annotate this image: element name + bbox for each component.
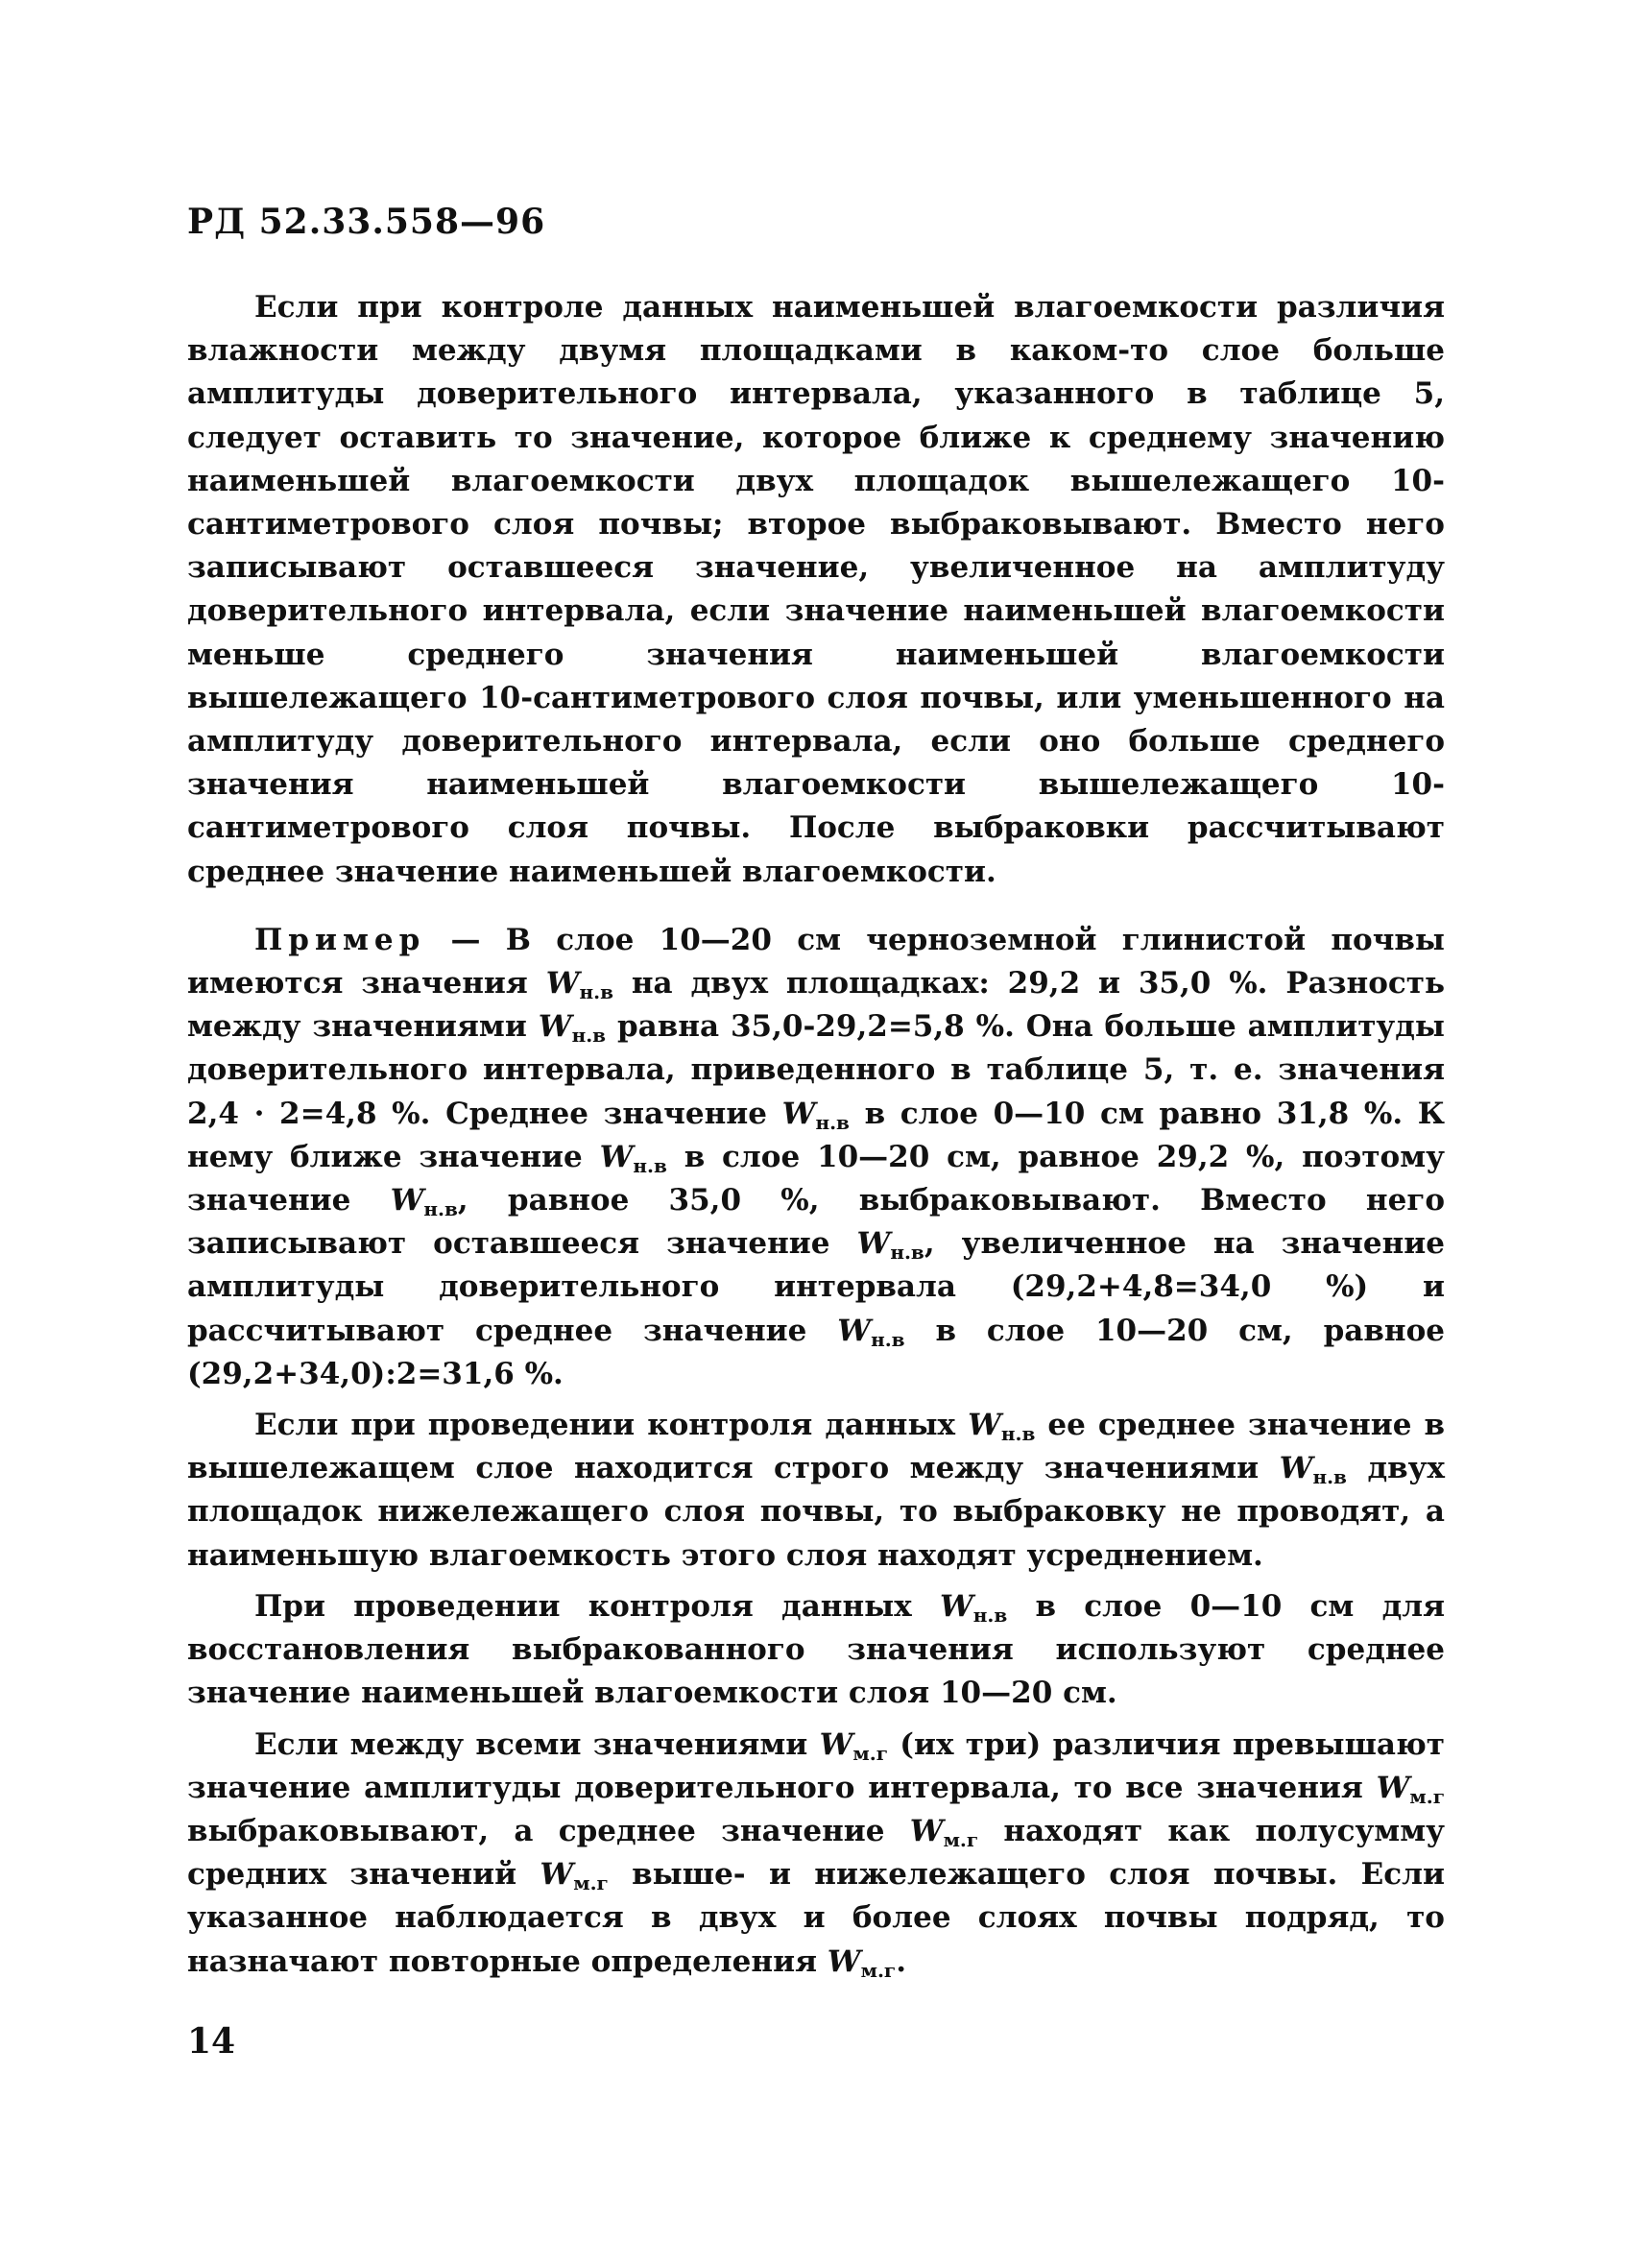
variable-w-nv: $W_{н.в}$	[939, 1588, 1008, 1627]
variable-w-mg: $W_{м.г}$	[909, 1813, 979, 1851]
variable-w-nv: $W_{н.в}$	[545, 966, 614, 1004]
variable-w-mg: $W_{м.г}$	[1376, 1770, 1445, 1808]
variable-w-nv: $W_{н.в}$	[538, 1009, 607, 1048]
example-text: , равное 35,0 %, выбраковывают. Вместо него записывают оставшееся значение	[187, 1183, 1445, 1262]
variable-w-nv: $W_{н.в}$	[1279, 1451, 1347, 1489]
variable-w-mg: $W_{м.г}$	[827, 1943, 897, 1982]
example-text: , увеличенное на значение амплитуды доверительного интервала (29,2+4,8=34,0 %) и рассчитывают среднее значение	[187, 1226, 1445, 1348]
paragraph-all-rejected: Если между всеми значениями $W_{м.г}$ (их три) различия превышают значение амплитуды доверительного интервала, то все значения $W_{м.г}$ выбраковывают, а среднее значение $W_{м.г}$ находят как полусумму средних значений $W_{м.г}$ выше- и нижележащего слоя почвы. Если указанное наблюдается в двух и более слоях почвы подряд, то назначают повторные определения $W_{м.г}$.	[187, 1726, 1445, 1982]
page-number: 14	[187, 2021, 236, 2062]
variable-w-nv: $W_{н.в}$	[781, 1096, 850, 1134]
paragraph-rejection-rule: Если при контроле данных наименьшей влагоемкости различия влажности между двумя площадками в каком-то слое больше амплитуды доверительного интервала, указанного в таблице 5, следует оставить то значение, которое ближе к среднему значению наименьшей влагоемкости двух площадок вышележащего 10-сантиметрового слоя почвы; второе выбраковывают. Вместо него записывают оставшееся значение, увеличенное на амплитуду доверительного интервала, если значение наименьшей влагоемкости меньше среднего значения наименьшей влагоемкости вышележащего 10-сантиметрового слоя почвы, или уменьшенного на амплитуду доверительного интервала, если оно больше среднего значения наименьшей влагоемкости вышележащего 10-сантиметрового слоя почвы. После выбраковки рассчитывают среднее значение наименьшей влагоемкости.	[187, 290, 1445, 889]
example-text: в слое 10—20 см, равное 29,2 %, поэтому значение	[187, 1139, 1445, 1218]
variable-w-nv: $W_{н.в}$	[837, 1313, 905, 1351]
example-text: в слое 0—10 см равно 31,8 %. К нему ближе значение	[187, 1096, 1445, 1174]
document-page	[187, 202, 1445, 2199]
example-text: — В слое 10—20 см черноземной глинистой почвы имеются значения	[187, 922, 1445, 1001]
variable-w-nv: $W_{н.в}$	[968, 1408, 1036, 1446]
example-text: на двух площадках: 29,2 и 35,0 %. Разность между значениями	[187, 966, 1445, 1045]
variable-w-mg: $W_{м.г}$	[540, 1857, 609, 1895]
example-text: равна 35,0-29,2=5,8 %. Она больше амплитуды доверительного интервала, приведенного в таблице 5, т. е. значения 2,4 · 2=4,8 %. Среднее значение	[187, 1009, 1445, 1131]
body-text	[187, 286, 1445, 1984]
example-label: Пример	[254, 922, 426, 957]
variable-w-mg: $W_{м.г}$	[819, 1726, 888, 1765]
example-text: в слое 10—20 см, равное (29,2+34,0):2=31,6 %.	[187, 1313, 1445, 1391]
variable-w-nv: $W_{н.в}$	[390, 1183, 458, 1221]
paragraph-example	[187, 919, 1445, 1396]
variable-w-nv: $W_{н.в}$	[599, 1139, 667, 1177]
paragraph-no-rejection: Если при проведении контроля данных $W_{н.в}$ ее среднее значение в вышележащем слое находится строго между значениями $W_{н.в}$ двух площадок нижележащего слоя почвы, то выбраковку не проводят, а наименьшую влагоемкость этого слоя находят усреднением.	[187, 1408, 1445, 1573]
variable-w-nv: $W_{н.в}$	[856, 1226, 924, 1265]
document-code: РД 52.33.558—96	[187, 202, 546, 242]
paragraph-top-layer: При проведении контроля данных $W_{н.в}$ в слое 0—10 см для восстановления выбракованного значения используют среднее значение наименьшей влагоемкости слоя 10—20 см.	[187, 1588, 1445, 1711]
